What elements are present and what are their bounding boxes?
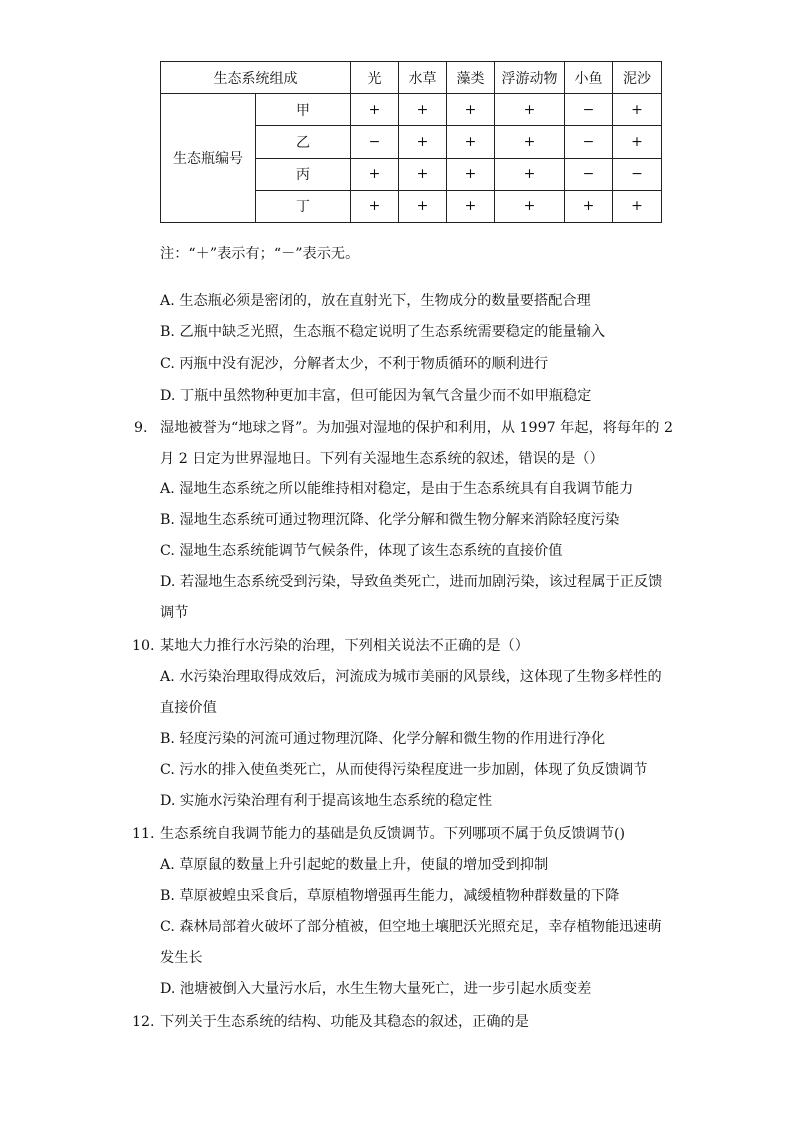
- row-group-label: 生态瓶编号: [161, 94, 256, 223]
- table-cell: +: [399, 190, 447, 222]
- table-cell: +: [351, 158, 399, 190]
- q11-option-c-line2: 发生长: [160, 950, 203, 966]
- column-header: 藻类: [447, 62, 495, 94]
- table-cell: +: [495, 190, 565, 222]
- table-cell: +: [447, 190, 495, 222]
- row-label: 丙: [256, 158, 351, 190]
- column-header: 泥沙: [613, 62, 662, 94]
- q10-option-b: B. 轻度污染的河流可通过物理沉降、化学分解和微生物的作用进行净化: [160, 731, 606, 747]
- row-label: 乙: [256, 126, 351, 158]
- table-cell: +: [495, 158, 565, 190]
- table-note: 注：“＋”表示有；“－”表示无。: [160, 246, 360, 262]
- q11-option-d: D. 池塘被倒入大量污水后，水生生物大量死亡，进一步引起水质变差: [160, 981, 592, 997]
- row-label: 丁: [256, 190, 351, 222]
- q10-option-a-line2: 直接价值: [160, 700, 217, 716]
- q11-option-b: B. 草原被蝗虫采食后，草原植物增强再生能力，减缓植物种群数量的下降: [160, 888, 620, 904]
- table-cell: +: [399, 94, 447, 126]
- column-header: 光: [351, 62, 399, 94]
- table-cell: +: [351, 190, 399, 222]
- column-header: 浮游动物: [495, 62, 565, 94]
- q10-option-c: C. 污水的排入使鱼类死亡，从而使得污染程度进一步加剧，体现了负反馈调节: [160, 762, 648, 778]
- table-cell: +: [613, 190, 662, 222]
- table-cell: +: [447, 126, 495, 158]
- q12-number: 12.: [132, 1014, 155, 1030]
- q11-stem: 生态系统自我调节能力的基础是负反馈调节。下列哪项不属于负反馈调节(): [160, 826, 626, 842]
- table-cell: +: [399, 158, 447, 190]
- q10-number: 10.: [132, 638, 155, 654]
- table-cell: +: [495, 94, 565, 126]
- q9-option-a: A. 湿地生态系统之所以能维持相对稳定，是由于生态系统具有自我调节能力: [160, 481, 634, 497]
- q9-option-b: B. 湿地生态系统可通过物理沉降、化学分解和微生物分解来消除轻度污染: [160, 512, 620, 528]
- q9-option-d-continued: 调节: [160, 605, 189, 621]
- q8-option-a: A. 生态瓶必须是密闭的，放在直射光下，生物成分的数量要搭配合理: [160, 293, 591, 309]
- q11-option-c-line1: C. 森林局部着火破坏了部分植被，但空地土壤肥沃光照充足，幸存植物能迅速萌: [160, 919, 662, 935]
- table-header-label: 生态系统组成: [161, 62, 351, 94]
- table-header-row: [161, 62, 662, 94]
- column-header: 小鱼: [565, 62, 613, 94]
- q9-stem-line2: 月 2 日定为世界湿地日。下列有关湿地生态系统的叙述，错误的是（）: [160, 451, 604, 467]
- table-cell: −: [565, 126, 613, 158]
- table-cell: +: [565, 190, 613, 222]
- q9-number: 9.: [134, 420, 148, 436]
- table-cell: −: [565, 94, 613, 126]
- q11-number: 11.: [132, 826, 155, 842]
- table-cell: −: [351, 126, 399, 158]
- row-label: 甲: [256, 94, 351, 126]
- table-cell: +: [447, 94, 495, 126]
- q11-option-a: A. 草原鼠的数量上升引起蛇的数量上升，使鼠的增加受到抑制: [160, 857, 549, 873]
- table-cell: +: [399, 126, 447, 158]
- table-cell: +: [613, 126, 662, 158]
- q9-option-c: C. 湿地生态系统能调节气候条件，体现了该生态系统的直接价值: [160, 543, 563, 559]
- q8-option-c: C. 丙瓶中没有泥沙，分解者太少，不利于物质循环的顺利进行: [160, 356, 549, 372]
- table-cell: −: [565, 158, 613, 190]
- column-header: 水草: [399, 62, 447, 94]
- q10-stem: 某地大力推行水污染的治理，下列相关说法不正确的是（）: [160, 638, 529, 654]
- table-cell: −: [613, 158, 662, 190]
- q10-option-d: D. 实施水污染治理有利于提高该地生态系统的稳定性: [160, 793, 493, 809]
- q10-option-a-line1: A. 水污染治理取得成效后，河流成为城市美丽的风景线，这体现了生物多样性的: [160, 669, 662, 685]
- table-cell: +: [613, 94, 662, 126]
- table-cell: +: [447, 158, 495, 190]
- q8-option-b: B. 乙瓶中缺乏光照，生态瓶不稳定说明了生态系统需要稳定的能量输入: [160, 324, 606, 340]
- table-cell: +: [495, 126, 565, 158]
- q8-option-d: D. 丁瓶中虽然物种更加丰富，但可能因为氧气含量少而不如甲瓶稳定: [160, 388, 592, 404]
- ecosystem-bottle-table: [160, 61, 662, 223]
- table-row: [161, 94, 662, 126]
- q12-stem: 下列关于生态系统的结构、功能及其稳态的叙述，正确的是: [160, 1014, 529, 1030]
- table-cell: +: [351, 94, 399, 126]
- q9-option-d: D. 若湿地生态系统受到污染，导致鱼类死亡，进而加剧污染，该过程属于正反馈: [160, 574, 663, 590]
- q9-stem-line1: 湿地被誉为“地球之肾”。为加强对湿地的保护和利用，从 1997 年起，将每年的 2: [160, 420, 673, 436]
